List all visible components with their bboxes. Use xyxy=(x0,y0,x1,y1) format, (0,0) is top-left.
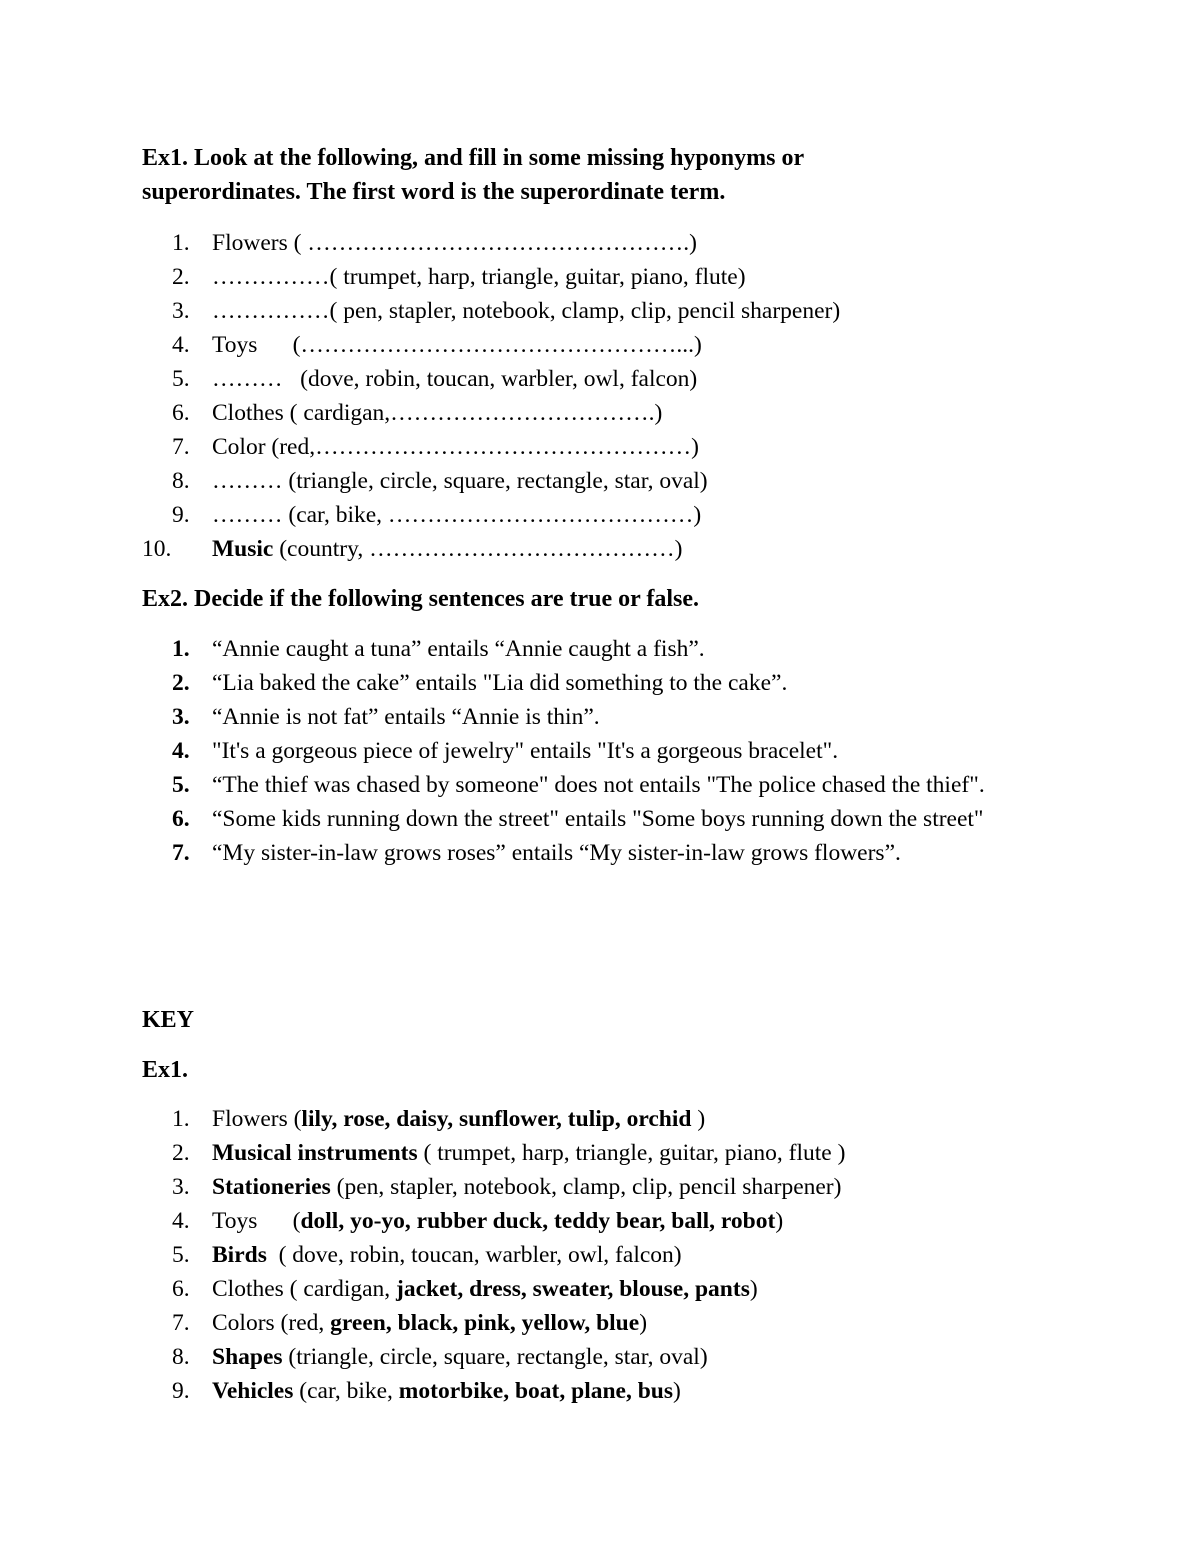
key-list xyxy=(142,1102,1062,1408)
item-bold-text: motorbike, boat, plane, bus xyxy=(398,1378,674,1404)
item-text: ……… (dove, robin, toucan, warbler, owl, falcon) xyxy=(212,366,698,392)
list-item xyxy=(142,532,1062,566)
item-number: 2. xyxy=(172,1140,190,1166)
list-item xyxy=(142,1374,1062,1408)
item-number: 4. xyxy=(172,1208,190,1234)
list-item xyxy=(142,226,1062,260)
ex1-heading-line1: Ex1. Look at the following, and fill in some missing hyponyms or xyxy=(142,145,805,171)
item-number: 6. xyxy=(172,400,190,426)
item-number: 1. xyxy=(172,1106,190,1132)
item-text: ) xyxy=(749,1276,758,1302)
item-bold-text: green, black, pink, yellow, blue xyxy=(330,1310,640,1336)
item-text: ) xyxy=(673,1378,681,1404)
item-bold-text: Vehicles xyxy=(212,1378,294,1404)
item-number: 1. xyxy=(172,230,190,256)
item-number: 1. xyxy=(172,636,190,662)
item-text: “Annie is not fat” entails “Annie is thin”. xyxy=(212,704,600,730)
item-number: 7. xyxy=(172,1310,190,1336)
list-item xyxy=(142,1170,1062,1204)
list-item xyxy=(142,362,1062,396)
list-item xyxy=(142,1136,1062,1170)
ex1-heading-line2: superordinates. The first word is the superordinate term. xyxy=(142,179,726,205)
item-text: Flowers ( ………………………………………….) xyxy=(212,230,697,256)
item-number: 5. xyxy=(172,366,190,392)
list-item xyxy=(142,700,1062,734)
list-item xyxy=(142,1306,1062,1340)
item-bold-text: Shapes xyxy=(212,1344,283,1370)
item-text: ……… (car, bike, …………………………………) xyxy=(212,502,702,528)
list-item xyxy=(142,328,1062,362)
item-bold-text: lily, rose, daisy, sunflower, tulip, orchid xyxy=(301,1106,692,1132)
item-number: 10. xyxy=(142,536,172,562)
item-text: ) xyxy=(639,1310,648,1336)
item-number: 7. xyxy=(172,434,190,460)
item-number: 9. xyxy=(172,502,190,528)
item-text: Toys (…………………………………………...) xyxy=(212,332,702,358)
list-item xyxy=(142,396,1062,430)
item-bold-text: Music xyxy=(212,536,274,562)
item-text: "It's a gorgeous piece of jewelry" entails "It's a gorgeous bracelet". xyxy=(212,738,839,764)
list-item xyxy=(142,1272,1062,1306)
item-text: “Annie caught a tuna” entails “Annie caught a fish”. xyxy=(212,636,705,662)
item-text: ……………( pen, stapler, notebook, clamp, clip, pencil sharpener) xyxy=(212,298,841,324)
item-text: “Some kids running down the street" entails "Some boys running down the street" xyxy=(212,806,984,832)
item-bold-text: Stationeries xyxy=(212,1174,331,1200)
list-item xyxy=(142,260,1062,294)
item-number: 9. xyxy=(172,1378,190,1404)
item-text: ……… (triangle, circle, square, rectangle, star, oval) xyxy=(212,468,708,494)
item-number: 2. xyxy=(172,670,190,696)
item-bold-text: doll, yo-yo, rubber duck, teddy bear, ball, robot xyxy=(300,1208,776,1234)
item-text: Clothes ( cardigan,…………………………….) xyxy=(212,400,663,426)
item-text: “The thief was chased by someone" does not entails "The police chased the thief". xyxy=(212,772,985,798)
item-number: 4. xyxy=(172,332,190,358)
list-item xyxy=(142,734,1062,768)
item-number: 5. xyxy=(172,1242,190,1268)
item-number: 8. xyxy=(172,1344,190,1370)
item-text: ( trumpet, harp, triangle, guitar, piano, flute ) xyxy=(417,1140,846,1166)
item-text: (country, …………………………………) xyxy=(273,536,683,562)
list-item xyxy=(142,836,1062,870)
item-bold-text: Musical instruments xyxy=(212,1140,418,1166)
list-item xyxy=(142,294,1062,328)
item-number: 4. xyxy=(172,738,190,764)
ex2-list xyxy=(142,632,1062,870)
list-item xyxy=(142,802,1062,836)
list-item xyxy=(142,498,1062,532)
ex2-heading: Ex2. Decide if the following sentences are true or false. xyxy=(142,586,700,612)
item-text: “Lia baked the cake” entails "Lia did something to the cake”. xyxy=(212,670,788,696)
list-item xyxy=(142,1204,1062,1238)
item-number: 6. xyxy=(172,1276,190,1302)
item-text: Colors (red, xyxy=(212,1310,331,1336)
item-number: 2. xyxy=(172,264,190,290)
key-title: KEY xyxy=(142,1007,195,1033)
key-ex1-label: Ex1. xyxy=(142,1057,189,1083)
item-text: Color (red,…………………………………………) xyxy=(212,434,699,460)
item-number: 8. xyxy=(172,468,190,494)
item-number: 6. xyxy=(172,806,190,832)
list-item xyxy=(142,666,1062,700)
item-text: (car, bike, xyxy=(293,1378,399,1404)
ex1-list xyxy=(142,226,1062,566)
list-item xyxy=(142,1102,1062,1136)
item-text: (triangle, circle, square, rectangle, star, oval) xyxy=(282,1344,708,1370)
item-number: 5. xyxy=(172,772,190,798)
item-number: 3. xyxy=(172,704,190,730)
item-bold-text: jacket, dress, sweater, blouse, pants xyxy=(396,1276,750,1302)
item-number: 7. xyxy=(172,840,190,866)
list-item xyxy=(142,632,1062,666)
item-number: 3. xyxy=(172,1174,190,1200)
item-text: “My sister-in-law grows roses” entails “My sister-in-law grows flowers”. xyxy=(212,840,901,866)
item-bold-text: Birds xyxy=(212,1242,267,1268)
list-item xyxy=(142,1340,1062,1374)
list-item xyxy=(142,464,1062,498)
item-text: (pen, stapler, notebook, clamp, clip, pencil sharpener) xyxy=(330,1174,842,1200)
item-text: ( dove, robin, toucan, warbler, owl, falcon) xyxy=(266,1242,682,1268)
item-text: Flowers ( xyxy=(212,1106,302,1132)
list-item xyxy=(142,1238,1062,1272)
item-text: ……………( trumpet, harp, triangle, guitar, piano, flute) xyxy=(212,264,746,290)
list-item xyxy=(142,768,1062,802)
item-text: Toys ( xyxy=(212,1208,301,1234)
item-text: ) xyxy=(691,1106,706,1132)
item-text: Clothes ( cardigan, xyxy=(212,1276,397,1302)
item-number: 3. xyxy=(172,298,190,324)
list-item xyxy=(142,430,1062,464)
item-text: ) xyxy=(775,1208,784,1234)
